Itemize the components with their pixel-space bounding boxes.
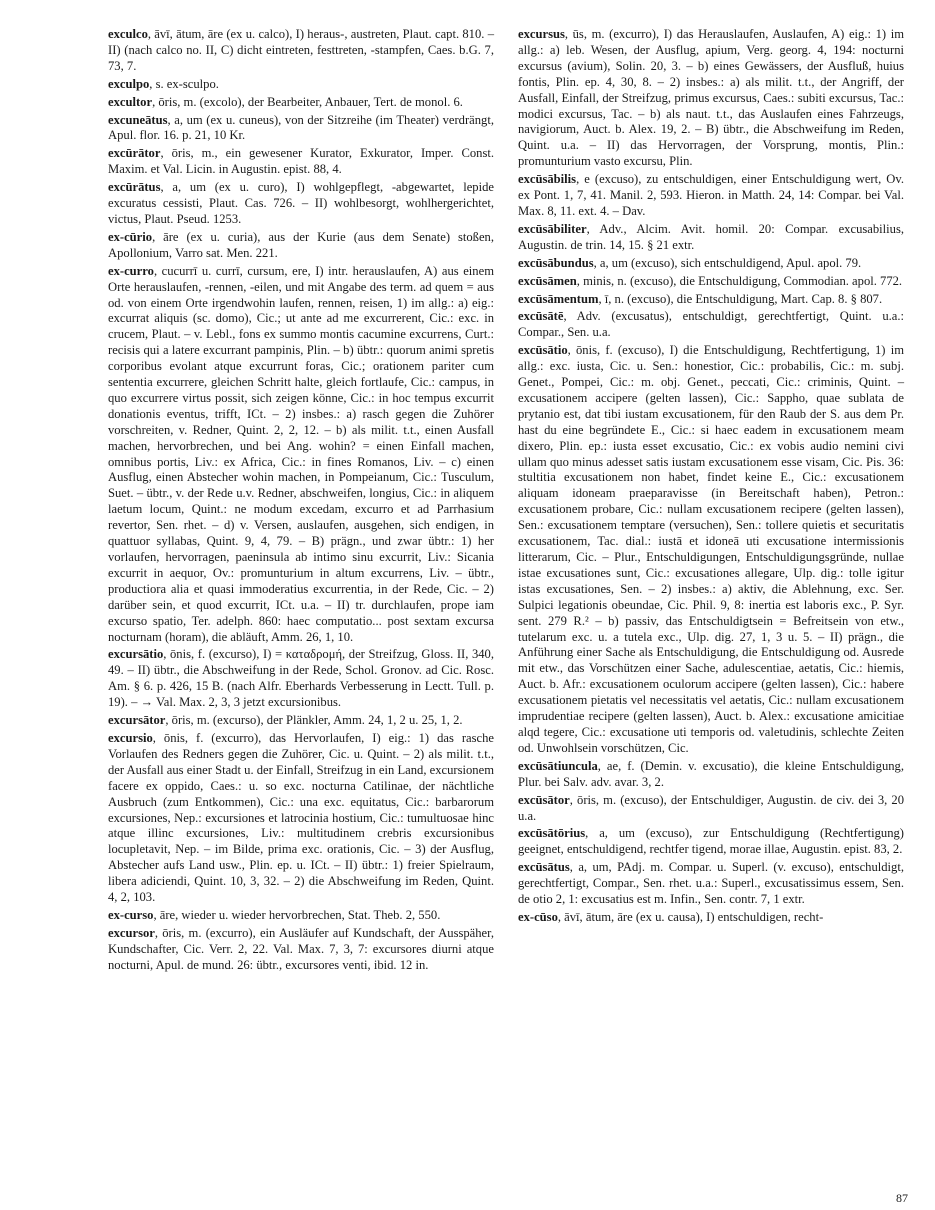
headword: excūsātor — [518, 792, 570, 807]
entry-body: , a, um (excuso), zur Entschuldigung (Rechtfertigung) geeignet, entschuldigend, rechtfer tigend, morae illae, Augustin. epist. 83, 2. — [518, 826, 904, 857]
entry-body: , Adv., Alcim. Avit. homil. 20: Compar. excusabilius, Augustin. de trin. 14, 15. § 21 extr. — [518, 221, 904, 252]
entry-body: , ōris, m. (excuso), der Entschuldiger, Augustin. de civ. dei 3, 20 u.a. — [518, 792, 904, 823]
entry-body: , e (excuso), zu entschuldigen, einer Entschuldigung wert, Ov. ex Pont. 1, 7, 41. Manil. 2, 593. Hieron. in Matth. 24, 14: Compar. bei Val. Max. 8, 11. ext. 4. – Dav. — [518, 172, 904, 218]
entry-body: , āre, wieder u. wieder hervorbrechen, Stat. Theb. 2, 550. — [153, 907, 441, 922]
dictionary-entry — [108, 180, 494, 228]
entry-body: , āvī, ātum, āre (ex u. causa), I) entschuldigen, recht- — [557, 909, 824, 924]
entry-body: , a, um (ex u. curo), I) wohlgepflegt, -abgewartet, lepide excuratus cessisti, Plaut. Cas. 726. – II) wohlbesorgt, wohlhergerichtet, victus, Plaut. Pseud. 1253. — [108, 180, 494, 226]
headword: excursātor — [108, 713, 166, 728]
headword: excūrātor — [108, 146, 161, 161]
entry-body: , ōris, m. (excurso), der Plänkler, Amm. 24, 1, 2 u. 25, 1, 2. — [165, 713, 463, 728]
dictionary-entry — [108, 77, 494, 93]
dictionary-entry — [108, 908, 494, 924]
headword: excūsātē — [518, 309, 564, 324]
entry-body: , ōnis, f. (excuso), I) die Entschuldigung, Rechtfertigung, 1) im allg.: exc. iusta, Cic. u. Sen.: honestior, Cic.: probabilis, Cic.: m. subj. Genet., Pompei, Cic.: m. obj. Genet., peccati, Cic.: criminis, Quint. – excusationem accipere (gelten lassen), Cic.: Sappho, quae sublata de prytanio est, dat tibi iustam excusationem, für den Raub der S. aus dem Pr. hast du eine begründete E., Cic.: si haec eadem in excusationem meam dixero, Plin. ep.: iusta esset excusatio, Cic.: ex vobis audio nemini civi ullam quo minus adesset satis iustam excusationem esse visam, Cic. Pis. 36: stultitia excusationem non habet, findet keine E., Cic.: excusationem aliquam idoneam praeparavisse (in Bereitschaft haben), Petron.: excusationem probare, Cic.: nullam excusationem recipere (gelten lassen), Sen.: excusationem temptare (versuchen), Sen.: tollere quietis et securitatis excusationem, Tac. dial.: iustā et idoneā uti excusatione intermissionis litterarum, Cic. – Plur., Entschuldigungen, Entschuldigungsgründe, nullae istae excusationes sunt, Cic.: excusationes allegare, Ulp. dig.: tolle igitur istas excusationes, Sen. – 2) insbes.: a) aktiv, die Ablehnung, exc. Ser. Sulpici legationis obeundae, Cic. Phil. 9, 8: inertia est laboris exc., P. Syr. sent. 279 R.² – b) passiv, das Entschuldigtsein = Befreitsein von etw., tutelarum exc. u. a tutela exc., Ulp. dig. 27, 1, 3 u. 5. – II) prägn., die Anführung einer Sache als Entschuldigung, die Entschuldigung od. Ausrede mit etw., das Vorschützen einer Sache, adulescentiae, aetatis, Cic.: hiemis, Auct. b. Afr.: excusationem oculorum accipere (gelten lassen), Cic.: habere excusationem pietatis vel necessitatis vel aetatis, Cic.: nullam excusationem imprudentiae recipere (gelten lassen), Auct. b. Alex.: excusatione amicitiae alqd tegere, Cic.: excusatione uti temporis od. valetudinis, schlechte Zeiten od. Unwohlsein vorschützen, Cic. — [518, 343, 904, 755]
left-column — [108, 27, 494, 976]
headword: ex-curro — [108, 263, 154, 278]
dictionary-entry — [108, 647, 494, 711]
dictionary-entry — [518, 222, 904, 254]
dictionary-entry — [518, 256, 904, 272]
headword: excūsātiuncula — [518, 758, 598, 773]
entry-body: , a, um (ex u. cuneus), von der Sitzreihe (im Theater) verdrängt, Apul. flor. 16. p. 21, 10 Kr. — [108, 112, 494, 143]
headword: excūsābilis — [518, 172, 577, 187]
entry-body: , ōris, m. (excolo), der Bearbeiter, Anbauer, Tert. de monol. 6. — [152, 94, 463, 109]
entry-body: , a, um (excuso), sich entschuldigend, Apul. apol. 79. — [593, 255, 862, 270]
dictionary-entry — [518, 860, 904, 908]
headword: excūsāmen — [518, 273, 577, 288]
headword: ex-cūso — [518, 909, 558, 924]
headword: ex-cūrio — [108, 229, 153, 244]
headword: excūsābundus — [518, 255, 594, 270]
headword: excursus — [518, 27, 565, 41]
dictionary-entry — [518, 910, 904, 926]
dictionary-entry — [518, 274, 904, 290]
headword: excūsābiliter — [518, 221, 587, 236]
dictionary-entry — [108, 27, 494, 75]
entry-body: , ae, f. (Demin. v. excusatio), die kleine Entschuldigung, Plur. bei Salv. adv. avar. 3, 2. — [518, 758, 904, 789]
entry-body: , minis, n. (excuso), die Entschuldigung, Commodian. apol. 772. — [576, 273, 903, 288]
headword: excūsātio — [518, 343, 568, 358]
headword: excuneātus — [108, 112, 168, 127]
entry-body: , ōnis, f. (excurso), I) = καταδρομή, der Streifzug, Gloss. II, 340, 49. – II) übtr., die Abschweifung in der Rede, Schol. Gronov. ad Cic. Rosc. Am. § 6. p. 426, 15 B. (nach Alfr. Eberhards Verbesserung in Lectt. Tull. p. 19). – → Val. Max. 2, 3, 3 jetzt excursionibus. — [108, 647, 494, 710]
dictionary-entry — [518, 292, 904, 308]
headword: excūsātōrius — [518, 826, 586, 841]
entry-body: , ūs, m. (excurro), I) das Herauslaufen, Auslaufen, A) eig.: 1) im allg.: a) leb. Wesen, der Ausflug, apium, Verg. georg. 4, 194: nocturni excursus (avium), Solin. 20, 3. – b) eines Gewässers, der Ausfluß, huius fontis, Plin. ep. 4, 30, 8. – 2) insbes.: a) als milit. t.t., der Angriff, der Ausfall, Einfall, der Streifzug, primus excursus, Caes.: subiti excursus, Tac.: modici excursus, Tac. – b) als naut. t.t., das Auslaufen eines Fahrzeugs, navigiorum, Auct. b. Alex. 19, 2. – B) übtr., die Abschweifung im Reden, Quint. u.a. – II) das Hervorragen, der Vorsprung, montis, Plin.: promunturium vasto excursu, Plin. — [518, 27, 904, 169]
dictionary-entry — [108, 95, 494, 111]
dictionary-entry — [108, 713, 494, 729]
entry-body: , cucurrī u. currī, cursum, ere, I) intr. herauslaufen, A) aus einem Orte herauslaufen, -rennen, -eilen, und mit Angabe des term. ad quem = aus od. von einem Orte irgendwohin laufen, rennen, reisen, 1) im allg.: a) eig.: excurrat aliquis (sc. domo), Cic.; ut ante ad me excurrerent, Cic.: exc. in crucem, Plaut. – v. Lebl., fons ex summo montis cacumine excurrens, Curt.: recisis qui a latere excurrant pampinis, Plin. – b) übtr.: quorum animi spretis corporibus evolant atque excurrunt foras, Cic.; orationem pariter cum sententia excurrere, gleichen Schritt halte, gleich fortlaufe, Cic.: campus, in quo excurrere virtus possit, sich zeigen könne, Cic.: in hoc tempus excurrit donationis eventus, trifft, ICt. – 2) insbes.: a) rasch gegen die Zuhörer vorschreiten, v. Redner, Quint. 2, 2, 12. – b) als milit. t.t., einen Ausfall machen, hervorbrechen, und bei Ang. wohin? = einen Einfall machen, omnibus portis, Liv.: ex Africa, Cic.: in fines Romanos, Liv. – c) einen Ausflug, einen Abstecher wohin machen, in Pompeianum, Cic.: Tusculum, Suet. – übtr., v. der Rede u.v. Redner, abschweifen, longius, Cic.: in aliquem laetum locum, Quint.: ne modum excedam, excurro et ad Parrhasium revertor, Sen. rhet. – d) v. Versen, auslaufen, ausgehen, sich endigen, in quattuor syllabas, Quint. 9, 4, 79. – B) prägn., und zwar übtr.: 1) her vorlaufen, hervorragen, paeninsula ab intimo sinu excurrit, Liv.: Sicania excurrit in aequor, Ov.: promunturium in altum excurrens, Liv. – übtr., productiora alia et quasi immoderatius excurrentia, in der Rede, Cic. – 2) darüber sein, et quod excurrit, ICt. u.a. – II) tr. durchlaufen, prope iam excurso spatio, Ter. adelph. 860: haec computatio... post sextam excursa nocturnam (horam), die abläuft, Amm. 26, 1, 10. — [108, 263, 494, 644]
headword: excursātio — [108, 647, 164, 662]
dictionary-entry — [108, 264, 494, 646]
headword: excursor — [108, 925, 155, 940]
entry-body: , Adv. (excusatus), entschuldigt, gerechtfertigt, Quint. u.a.: Compar., Sen. u.a. — [518, 309, 904, 340]
headword: excursio — [108, 730, 153, 745]
dictionary-entry — [518, 343, 904, 757]
entry-body: , ōris, m., ein gewesener Kurator, Exkurator, Imper. Const. Maxim. et Val. Licin. in Augustin. epist. 88, 4. — [108, 146, 494, 177]
dictionary-entry — [108, 731, 494, 906]
entry-body: , āre (ex u. curia), aus der Kurie (aus dem Senate) stoßen, Apollonium, Varro sat. Men. 221. — [108, 229, 494, 260]
dictionary-entry — [518, 759, 904, 791]
dictionary-entry — [518, 309, 904, 341]
headword: excūsātus — [518, 860, 570, 875]
dictionary-entry — [108, 230, 494, 262]
dictionary-page — [108, 27, 908, 1205]
right-column — [518, 27, 904, 928]
dictionary-entry — [108, 926, 494, 974]
headword: excūsāmentum — [518, 291, 599, 306]
entry-body: , ōnis, f. (excurro), das Hervorlaufen, I) eig.: 1) das rasche Vorlaufen des Redners gegen die Zuhörer, Cic. u. Quint. – 2) als milit. t.t., der Ausfall aus einer Stadt u. der Einfall, Streifzug in ein Land, excursionem facere ex oppido, Caes.: u. so exc. nocturna Catilinae, der nächtliche Ausbruch (zum Entkommen), Cic.: una exc. equitatus, Cic.: barbarorum excursiones, Nep.: excursiones et latrocinia hostium, Cic.: tumultuosae hinc atque illinc excursiones, Liv.: multitudinem crebris excursionibus locupletavit, Nep. – im Bilde, prima exc. orationis, Cic. – 3) der Ausflug, Abstecher aufs Land usw., Plin. ep. u. ICt. – II) übtr.: 1) freier Spielraum, libera adiciendi, Quint. 10, 3, 32. – 2) die Abschweifung im Reden, Quint. 4, 2, 103. — [108, 730, 494, 905]
headword: excūrātus — [108, 180, 161, 195]
headword: ex-curso — [108, 907, 154, 922]
dictionary-entry — [108, 146, 494, 178]
entry-body: , ī, n. (excuso), die Entschuldigung, Mart. Cap. 8. § 807. — [598, 291, 883, 306]
entry-body: , s. ex-sculpo. — [149, 76, 219, 91]
dictionary-entry — [108, 113, 494, 145]
headword: excultor — [108, 94, 153, 109]
page-number: 87 — [896, 1191, 908, 1205]
entry-body: , a, um, PAdj. m. Compar. u. Superl. (v. excuso), entschuldigt, gerechtfertigt, Compar., Sen. rhet. u.a.: Superl., excusatissimus essem, Sen. de otio 2, 1: excusatius est m. Infin., Sen. contr. 7, 1 extr. — [518, 860, 904, 907]
dictionary-entry — [518, 27, 904, 170]
dictionary-entry — [518, 172, 904, 220]
dictionary-entry — [518, 793, 904, 825]
entry-body: , āvī, ātum, āre (ex u. calco), I) heraus-, austreten, Plaut. capt. 810. – II) (nach calco no. II, C) dicht eintreten, festtreten, -stampfen, Caes. b.G. 7, 73, 7. — [108, 27, 494, 73]
dictionary-entry — [518, 826, 904, 858]
entry-body: , ōris, m. (excurro), ein Ausläufer auf Kundschaft, der Ausspäher, Kundschafter, Cic. Verr. 2, 22. Val. Max. 7, 3, 7: excursores diurni atque nocturni, Apul. de mund. 26: übtr., excursores venti, ibid. 12 in. — [108, 925, 494, 972]
headword: exculpo — [108, 76, 150, 91]
headword: exculco — [108, 27, 148, 41]
